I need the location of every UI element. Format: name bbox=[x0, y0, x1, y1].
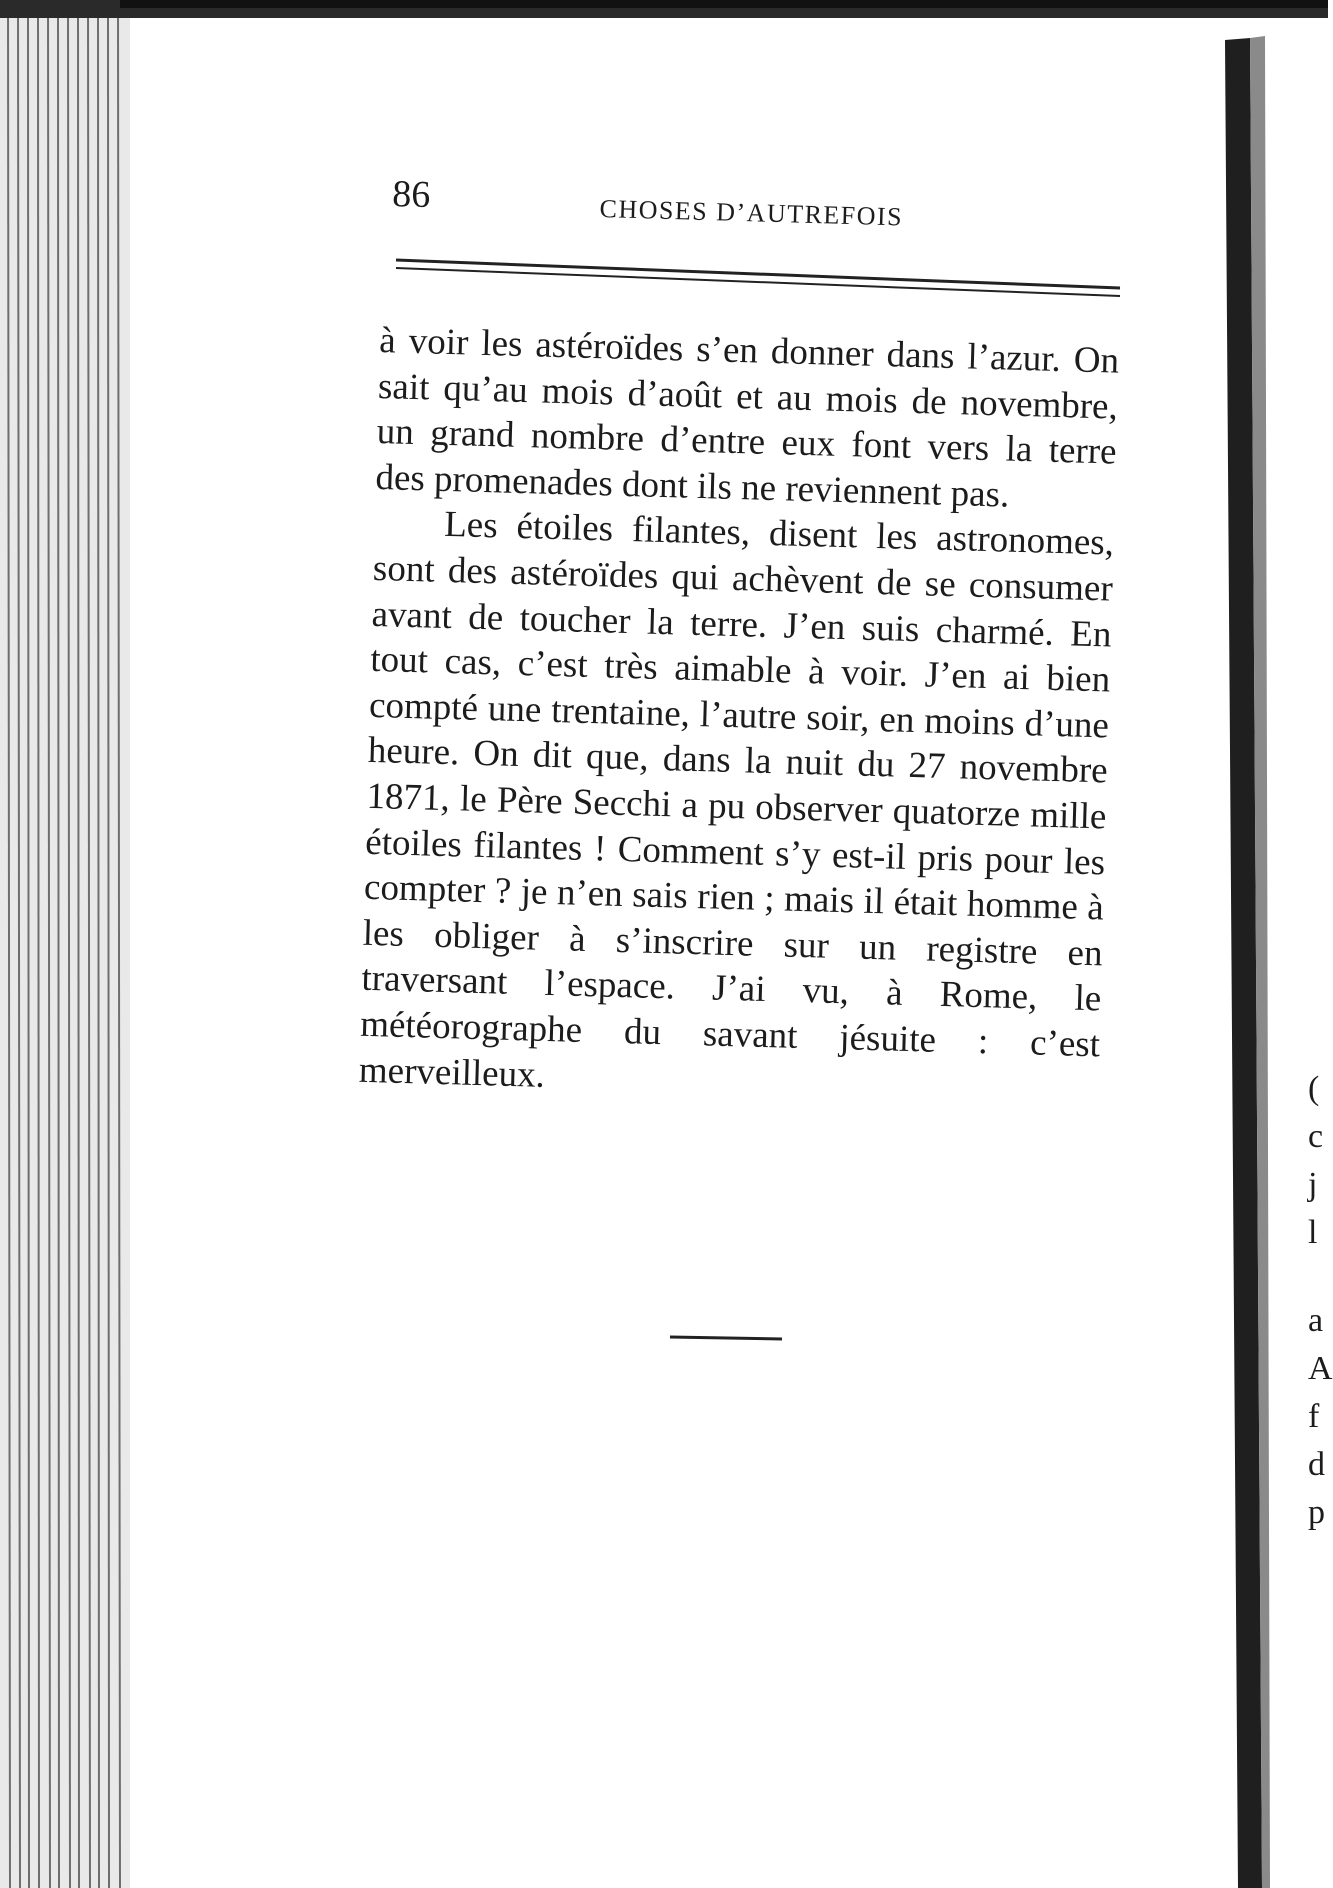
fragment-letter: A bbox=[1308, 1350, 1333, 1387]
facing-page-fragment bbox=[1308, 1065, 1333, 1537]
fragment-letter: a bbox=[1308, 1302, 1324, 1339]
paragraph: à voir les astéroïdes s’en donner dans l’azur. On sait qu’au mois d’août et au mois de novembre, un grand nombre d’entre eux font vers la terre des promenades dont ils ne reviennent pas. bbox=[374, 319, 1120, 516]
page-body bbox=[358, 318, 1119, 1113]
fragment-letter: d bbox=[1308, 1446, 1325, 1483]
fragment-letter: c bbox=[1308, 1118, 1324, 1155]
fragment-letter: f bbox=[1308, 1398, 1320, 1435]
paragraph: Les étoiles filantes, disent les astronomes, sont des astéroïdes qui achèvent de se consumer avant de toucher la terre. J’en suis charmé. En tout cas, c’est très aimable à voir. J’en ai bien compté une trentaine, l’autre soir, en moins d’une heure. On dit que, dans la nuit du 27 novembre 1871, le Père Secchi a pu observer quatorze mille étoiles filantes ! Comment s’y est-il pris pour les compter ? je n’en sais rien ; mais il était homme à les obliger à s’inscrire sur un registre en traversant l’espace. J’ai vu, à Rome, le météorographe du savant jésuite : c’est merveilleux. bbox=[358, 504, 1115, 1096]
running-title: CHOSES D’AUTREFOIS bbox=[599, 194, 904, 232]
fragment-letter: l bbox=[1308, 1214, 1318, 1251]
fragment-letter: ( bbox=[1308, 1070, 1320, 1107]
fragment-letter: j bbox=[1308, 1166, 1318, 1203]
fragment-letter: p bbox=[1308, 1494, 1325, 1531]
page-number: 86 bbox=[391, 172, 431, 217]
